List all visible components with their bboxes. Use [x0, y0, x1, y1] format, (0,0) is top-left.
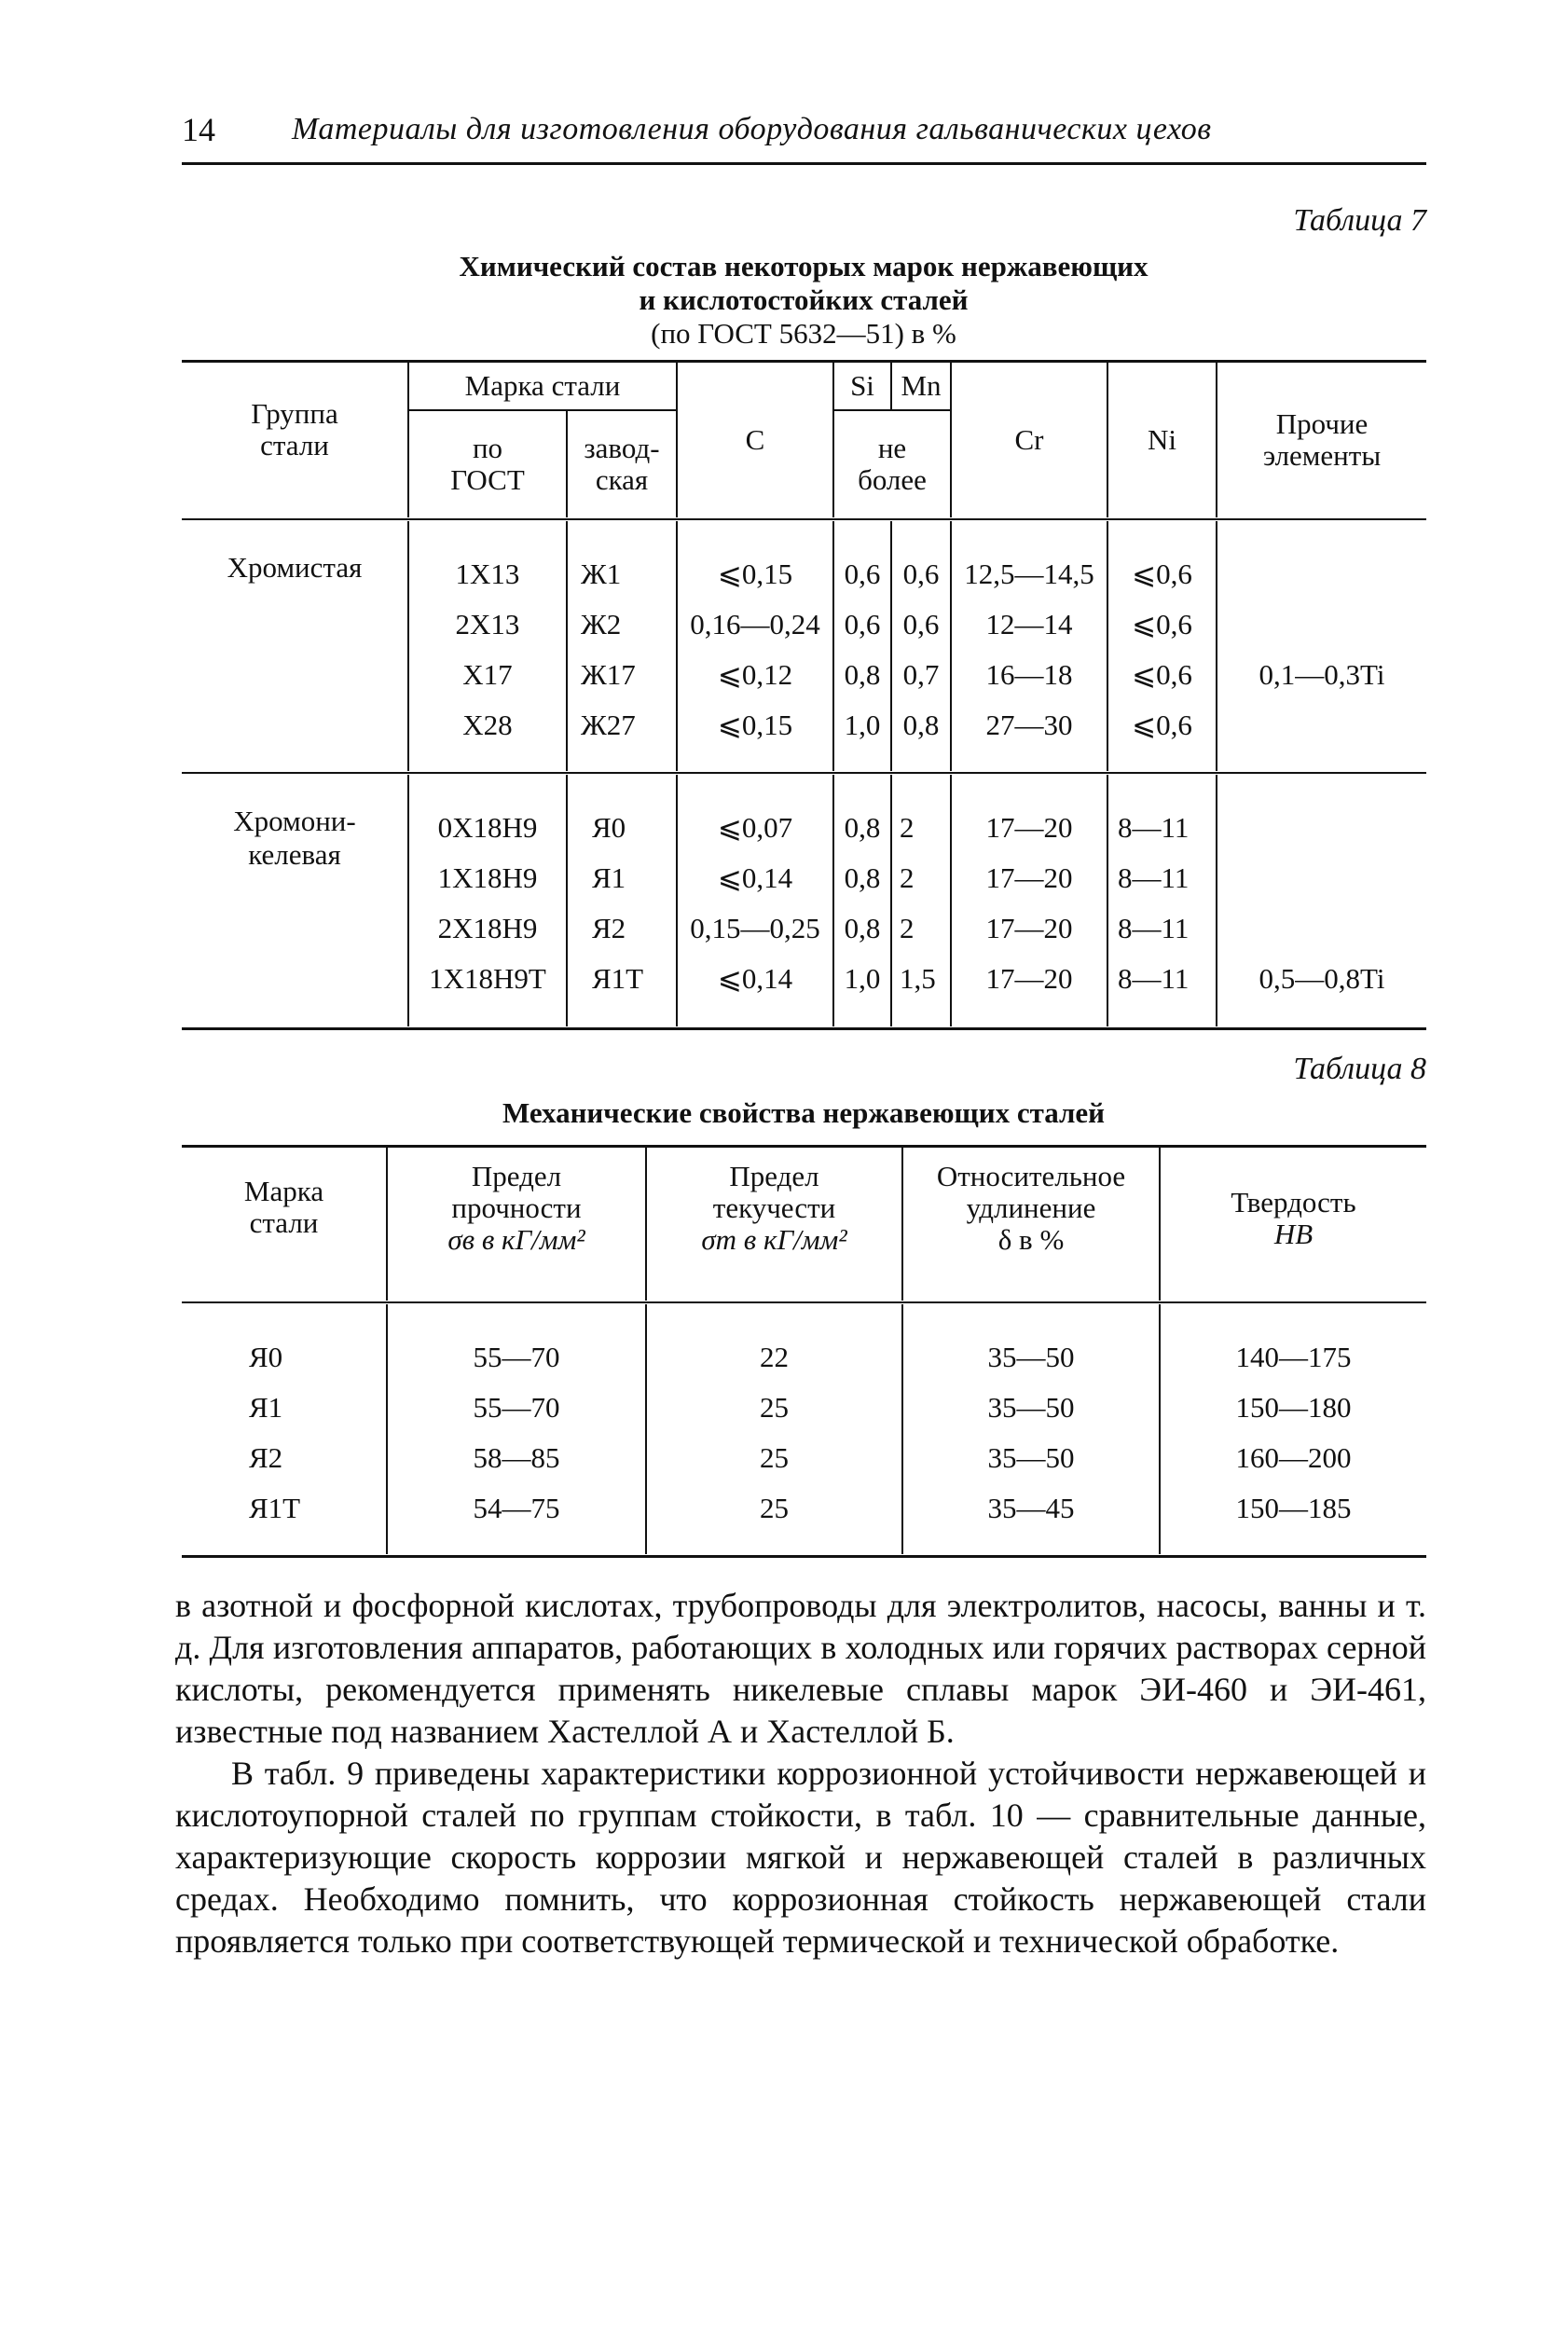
- table7-title-line3: (по ГОСТ 5632—51) в %: [651, 317, 956, 350]
- table7-group-chromium: [182, 521, 1426, 771]
- table7-group-chromium-nickel: [182, 775, 1426, 1026]
- page-number: 14: [182, 111, 215, 148]
- col-factory: Я0 Я1 Я2 Я1T: [567, 775, 677, 1026]
- col-grade: Я0 Я1 Я2 Я1T: [182, 1304, 387, 1554]
- col-c: ⩽0,15 0,16—0,24 ⩽0,12 ⩽0,15: [677, 521, 833, 771]
- table8-header: [182, 1148, 1426, 1301]
- col-yield: 22 25 25 25: [646, 1304, 902, 1554]
- header-factory: завод- ская: [567, 410, 677, 517]
- table8-bottom-rule: [182, 1555, 1426, 1558]
- col-strength: 55—70 55—70 58—85 54—75: [387, 1304, 646, 1554]
- table7-header-rule: [182, 518, 1426, 520]
- col-mn: 2 2 2 1,5: [891, 775, 951, 1026]
- header-grade: Марка стали: [408, 363, 677, 410]
- table7-header: [182, 363, 1426, 517]
- col-c: ⩽0,07 ⩽0,14 0,15—0,25 ⩽0,14: [677, 775, 833, 1026]
- header-gost: по ГОСТ: [408, 410, 567, 517]
- table7-title-line2: и кислотостойких сталей: [639, 283, 969, 316]
- header-hardness: Твердость HB: [1160, 1148, 1426, 1301]
- body-text: [175, 1585, 1426, 1962]
- col-gost: 1X13 2X13 X17 X28: [408, 521, 567, 771]
- col-cr: 12,5—14,5 12—14 16—18 27—30: [951, 521, 1107, 771]
- col-si: 0,6 0,6 0,8 1,0: [833, 521, 891, 771]
- table8-header-rule: [182, 1301, 1426, 1303]
- col-other: 0,1—0,3Ti: [1217, 521, 1426, 771]
- header-group: Группа стали: [182, 363, 408, 517]
- header-other: Прочие элементы: [1217, 363, 1426, 517]
- table7-title-line1: Химический состав некоторых марок нержавеющих: [459, 250, 1148, 282]
- col-cr: 17—20 17—20 17—20 17—20: [951, 775, 1107, 1026]
- col-gost: 0X18H9 1X18H9 2X18H9 1X18H9T: [408, 775, 567, 1026]
- col-hardness: 140—175 150—180 160—200 150—185: [1160, 1304, 1426, 1554]
- paragraph-1: в азотной и фосфорной кислотах, трубопроводы для электролитов, насосы, ванны и т. д. Для изготовления аппаратов, работающих в холодных или горячих растворах серной кислоты, рекомендуется применять никелевые сплавы марок ЭИ-460 и ЭИ-461, известные под названием Хастеллой А и Хастеллой Б.: [175, 1587, 1426, 1750]
- header-c: C: [677, 363, 833, 517]
- col-ni: ⩽0,6 ⩽0,6 ⩽0,6 ⩽0,6: [1107, 521, 1217, 771]
- header-elongation: Относительное удлинение δ в %: [902, 1148, 1160, 1301]
- col-si: 0,8 0,8 0,8 1,0: [833, 775, 891, 1026]
- header-max: не более: [833, 410, 951, 517]
- header-mn: Mn: [891, 363, 951, 410]
- header-ni: Ni: [1107, 363, 1217, 517]
- header-yield: Предел текучести σт в кГ/мм²: [646, 1148, 902, 1301]
- header-strength: Предел прочности σв в кГ/мм²: [387, 1148, 646, 1301]
- table7-label: Таблица 7: [1293, 203, 1426, 238]
- group-name: Хромистая: [182, 521, 408, 771]
- group-name: Хромони- келевая: [182, 775, 408, 1026]
- table7-title: [337, 250, 1270, 351]
- table7-bottom-rule: [182, 1027, 1426, 1030]
- col-mn: 0,6 0,6 0,7 0,8: [891, 521, 951, 771]
- table8-body: [182, 1304, 1426, 1554]
- col-elongation: 35—50 35—50 35—50 35—45: [902, 1304, 1160, 1554]
- table7-group-rule: [182, 772, 1426, 774]
- running-title: Материалы для изготовления оборудования гальванических цехов: [292, 112, 1212, 146]
- header-si: Si: [833, 363, 891, 410]
- table8-label: Таблица 8: [1293, 1052, 1426, 1086]
- running-head: [182, 110, 1426, 165]
- header-cr: Cr: [951, 363, 1107, 517]
- col-ni: 8—11 8—11 8—11 8—11: [1107, 775, 1217, 1026]
- table8-title: Механические свойства нержавеющих сталей: [502, 1096, 1105, 1129]
- col-factory: Ж1 Ж2 Ж17 Ж27: [567, 521, 677, 771]
- header-grade: Марка стали: [182, 1148, 387, 1301]
- paragraph-2: В табл. 9 приведены характеристики коррозионной устойчивости нержавеющей и кислотоупорной сталей по группам стойкости, в табл. 10 — сравнительные данные, характеризующие скорость коррозии мягкой и нержавеющей сталей в различных средах. Необходимо помнить, что коррозионная стойкость нержавеющей стали проявляется только при соответствующей термической и технической обработке.: [175, 1755, 1426, 1960]
- col-other: 0,5—0,8Ti: [1217, 775, 1426, 1026]
